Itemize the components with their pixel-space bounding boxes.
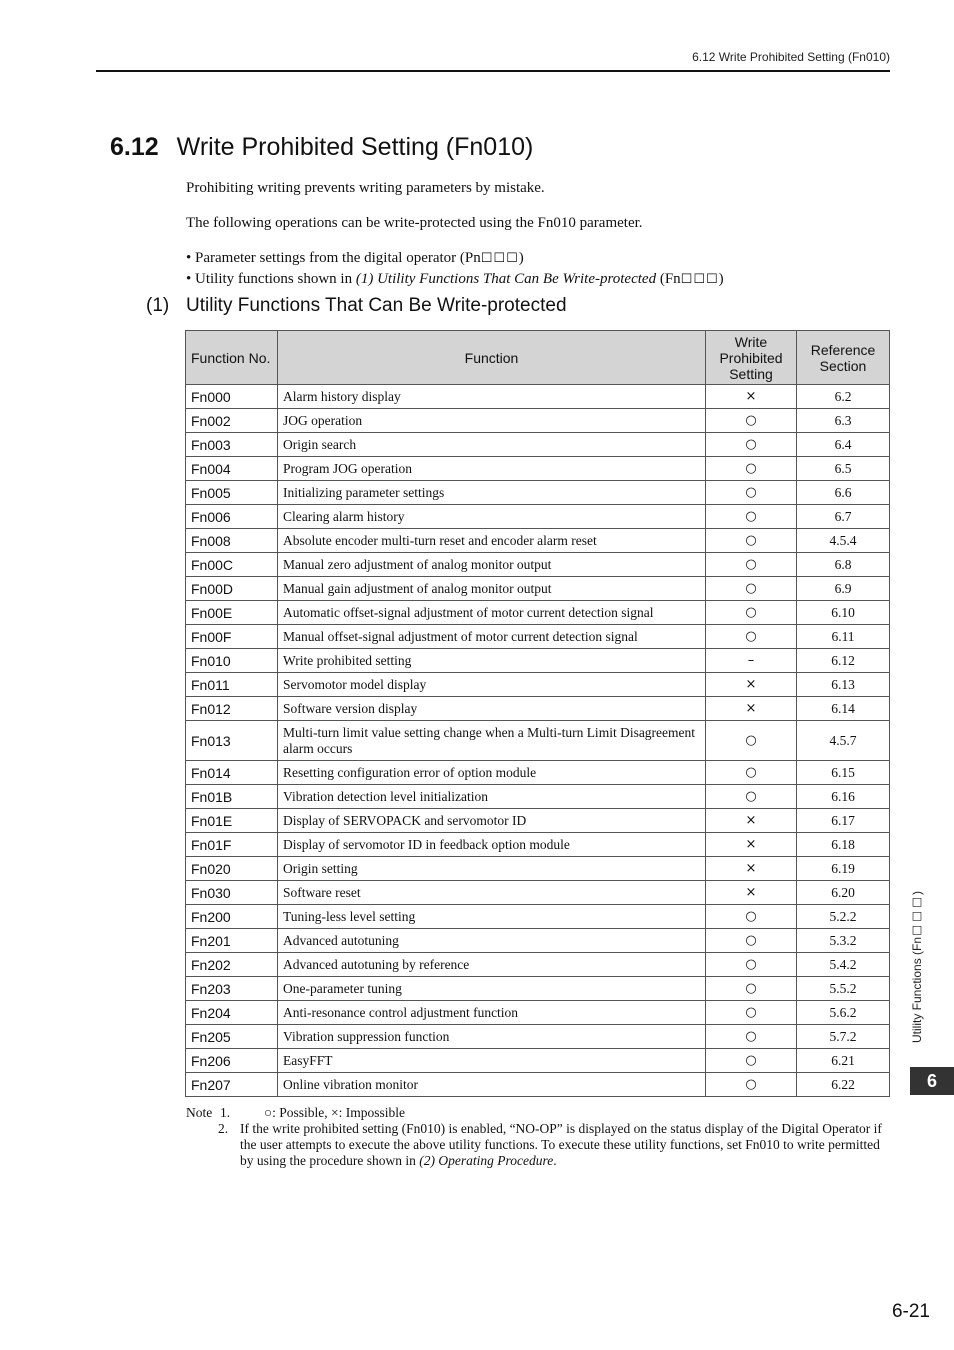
function-cell: Alarm history display	[278, 385, 706, 409]
function-no-cell: Fn014	[186, 761, 278, 785]
function-cell: Anti-resonance control adjustment function	[278, 1001, 706, 1025]
reference-section-cell: 6.9	[797, 577, 890, 601]
function-cell: Initializing parameter settings	[278, 481, 706, 505]
utility-functions-table	[185, 330, 890, 1097]
intro-paragraph-2: The following operations can be write-protected using the Fn010 parameter.	[186, 215, 643, 231]
reference-section-cell: 5.2.2	[797, 905, 890, 929]
function-cell: Program JOG operation	[278, 457, 706, 481]
function-cell: EasyFFT	[278, 1049, 706, 1073]
table-row	[186, 601, 890, 625]
placeholder-boxes: ☐☐☐	[680, 272, 719, 287]
function-no-cell: Fn01E	[186, 809, 278, 833]
write-prohibited-cell: ×	[706, 833, 797, 857]
function-no-cell: Fn010	[186, 649, 278, 673]
running-header: 6.12 Write Prohibited Setting (Fn010)	[692, 50, 890, 64]
note-label: Note	[186, 1105, 213, 1120]
write-prohibited-cell: ×	[706, 881, 797, 905]
reference-section-cell: 6.2	[797, 385, 890, 409]
function-no-cell: Fn013	[186, 721, 278, 761]
reference-section-cell: 6.10	[797, 601, 890, 625]
table-row	[186, 673, 890, 697]
function-no-cell: Fn200	[186, 905, 278, 929]
write-prohibited-cell: ○	[706, 457, 797, 481]
subsection-title: Utility Functions That Can Be Write-protected	[186, 295, 567, 316]
reference-section-cell: 6.11	[797, 625, 890, 649]
reference-section-cell: 6.17	[797, 809, 890, 833]
function-cell: Resetting configuration error of option module	[278, 761, 706, 785]
table-row	[186, 553, 890, 577]
function-no-cell: Fn004	[186, 457, 278, 481]
function-cell: Online vibration monitor	[278, 1073, 706, 1097]
function-cell: Display of SERVOPACK and servomotor ID	[278, 809, 706, 833]
bullet-1-end: )	[518, 250, 524, 266]
reference-section-cell: 6.16	[797, 785, 890, 809]
function-no-cell: Fn000	[186, 385, 278, 409]
write-prohibited-cell: ○	[706, 433, 797, 457]
bullet-1-text: • Parameter settings from the digital operator (Pn	[186, 250, 481, 266]
write-prohibited-cell: ○	[706, 625, 797, 649]
function-no-cell: Fn011	[186, 673, 278, 697]
write-prohibited-cell: ○	[706, 1001, 797, 1025]
note-2-cross-reference: (2) Operating Procedure	[419, 1153, 554, 1168]
function-no-cell: Fn205	[186, 1025, 278, 1049]
note-2-body: If the write prohibited setting (Fn010) is enabled, “NO-OP” is displayed on the status display of the Digital Operator if the user attempts to execute the above utility functions. To execute these utility functions, set Fn010 to write permitted by using the procedure shown in	[240, 1121, 882, 1168]
reference-section-cell: 6.21	[797, 1049, 890, 1073]
function-cell: Manual zero adjustment of analog monitor output	[278, 553, 706, 577]
table-row	[186, 505, 890, 529]
function-cell: Origin setting	[278, 857, 706, 881]
function-cell: Write prohibited setting	[278, 649, 706, 673]
function-no-cell: Fn003	[186, 433, 278, 457]
reference-section-cell: 6.15	[797, 761, 890, 785]
write-prohibited-cell: ○	[706, 1049, 797, 1073]
table-row	[186, 761, 890, 785]
write-prohibited-cell: ○	[706, 929, 797, 953]
function-no-cell: Fn030	[186, 881, 278, 905]
function-cell: Advanced autotuning by reference	[278, 953, 706, 977]
bullet-parameter-settings	[186, 249, 524, 268]
reference-section-cell: 6.20	[797, 881, 890, 905]
function-cell: Vibration detection level initialization	[278, 785, 706, 809]
write-prohibited-cell: ×	[706, 385, 797, 409]
function-cell: Manual gain adjustment of analog monitor output	[278, 577, 706, 601]
bullet-2-end: )	[718, 271, 724, 287]
section-title: Write Prohibited Setting (Fn010)	[176, 133, 534, 161]
write-prohibited-cell: ×	[706, 673, 797, 697]
table-row	[186, 881, 890, 905]
note-2-number: 2.	[218, 1121, 229, 1136]
intro-paragraph-1: Prohibiting writing prevents writing parameters by mistake.	[186, 180, 545, 196]
table-row	[186, 1049, 890, 1073]
write-prohibited-cell: ○	[706, 481, 797, 505]
header-ref-line-2: Section	[819, 357, 867, 374]
reference-section-cell: 6.22	[797, 1073, 890, 1097]
function-cell: Manual offset-signal adjustment of motor current detection signal	[278, 625, 706, 649]
write-prohibited-cell: ○	[706, 953, 797, 977]
write-prohibited-cell: ○	[706, 977, 797, 1001]
table-row	[186, 433, 890, 457]
table-row	[186, 833, 890, 857]
header-function: Function	[278, 331, 706, 385]
table-row	[186, 385, 890, 409]
function-no-cell: Fn202	[186, 953, 278, 977]
function-no-cell: Fn01F	[186, 833, 278, 857]
function-cell: Software version display	[278, 697, 706, 721]
function-cell: Software reset	[278, 881, 706, 905]
subsection-number: (1)	[146, 295, 170, 316]
reference-section-cell: 5.5.2	[797, 977, 890, 1001]
note-1-number: 1.	[220, 1105, 231, 1120]
function-cell: Display of servomotor ID in feedback option module	[278, 833, 706, 857]
function-no-cell: Fn203	[186, 977, 278, 1001]
function-no-cell: Fn207	[186, 1073, 278, 1097]
note-1	[186, 1105, 892, 1121]
function-no-cell: Fn00D	[186, 577, 278, 601]
reference-section-cell: 5.6.2	[797, 1001, 890, 1025]
write-prohibited-cell: ×	[706, 697, 797, 721]
reference-section-cell: 6.8	[797, 553, 890, 577]
function-cell: One-parameter tuning	[278, 977, 706, 1001]
table-row	[186, 857, 890, 881]
write-prohibited-cell: ○	[706, 1025, 797, 1049]
write-prohibited-cell: ×	[706, 809, 797, 833]
write-prohibited-cell: ○	[706, 601, 797, 625]
function-no-cell: Fn00E	[186, 601, 278, 625]
function-no-cell: Fn005	[186, 481, 278, 505]
write-prohibited-cell: ×	[706, 857, 797, 881]
bullet-utility-functions	[186, 270, 724, 289]
table-row	[186, 905, 890, 929]
bullet-2-text: • Utility functions shown in	[186, 271, 356, 287]
write-prohibited-cell: ○	[706, 761, 797, 785]
reference-section-cell: 6.7	[797, 505, 890, 529]
header-reference-section	[797, 331, 890, 385]
function-no-cell: Fn006	[186, 505, 278, 529]
subsection-heading	[146, 295, 567, 317]
table-row	[186, 529, 890, 553]
write-prohibited-cell: ○	[706, 529, 797, 553]
table-row	[186, 1001, 890, 1025]
function-no-cell: Fn008	[186, 529, 278, 553]
chapter-tab: 6	[910, 1067, 954, 1095]
function-cell: Absolute encoder multi-turn reset and encoder alarm reset	[278, 529, 706, 553]
function-no-cell: Fn00F	[186, 625, 278, 649]
table-row	[186, 697, 890, 721]
header-write-line-2: Prohibited	[719, 349, 783, 366]
header-write-line-1: Write	[734, 333, 768, 350]
reference-section-cell: 6.6	[797, 481, 890, 505]
reference-section-cell: 5.4.2	[797, 953, 890, 977]
table-row	[186, 929, 890, 953]
placeholder-boxes: ☐☐☐	[480, 251, 519, 266]
note-2-end: .	[553, 1153, 557, 1168]
header-write-prohibited-setting	[706, 331, 797, 385]
table-row	[186, 1073, 890, 1097]
table-row	[186, 409, 890, 433]
function-cell: Multi-turn limit value setting change when a Multi-turn Limit Disagreement alarm occurs	[278, 721, 706, 761]
table-body	[186, 385, 890, 1097]
reference-section-cell: 6.13	[797, 673, 890, 697]
function-cell: Advanced autotuning	[278, 929, 706, 953]
function-no-cell: Fn01B	[186, 785, 278, 809]
write-prohibited-cell: ○	[706, 721, 797, 761]
function-no-cell: Fn206	[186, 1049, 278, 1073]
notes	[186, 1105, 892, 1169]
reference-section-cell: 6.14	[797, 697, 890, 721]
header-write-line-3: Setting	[729, 365, 773, 382]
table-row	[186, 625, 890, 649]
write-prohibited-cell: ○	[706, 505, 797, 529]
section-heading	[110, 133, 533, 162]
table-row	[186, 457, 890, 481]
write-prohibited-cell: ○	[706, 577, 797, 601]
section-number: 6.12	[110, 133, 159, 161]
note-1-text: ○: Possible, ×: Impossible	[264, 1105, 406, 1120]
reference-section-cell: 4.5.4	[797, 529, 890, 553]
table-row	[186, 809, 890, 833]
reference-section-cell: 6.12	[797, 649, 890, 673]
write-prohibited-cell: ○	[706, 1073, 797, 1097]
write-prohibited-cell: ○	[706, 905, 797, 929]
write-prohibited-cell: ○	[706, 553, 797, 577]
table-header-row	[186, 331, 890, 385]
table-row	[186, 977, 890, 1001]
function-cell: Vibration suppression function	[278, 1025, 706, 1049]
reference-section-cell: 4.5.7	[797, 721, 890, 761]
table-row	[186, 649, 890, 673]
reference-section-cell: 5.3.2	[797, 929, 890, 953]
table-row	[186, 481, 890, 505]
reference-section-cell: 6.3	[797, 409, 890, 433]
function-cell: Automatic offset-signal adjustment of motor current detection signal	[278, 601, 706, 625]
function-cell: Tuning-less level setting	[278, 905, 706, 929]
table-row	[186, 721, 890, 761]
note-2	[186, 1121, 892, 1169]
reference-section-cell: 6.18	[797, 833, 890, 857]
function-no-cell: Fn00C	[186, 553, 278, 577]
function-no-cell: Fn204	[186, 1001, 278, 1025]
write-prohibited-cell: –	[706, 649, 797, 673]
cross-reference: (1) Utility Functions That Can Be Write-protected	[355, 271, 657, 287]
table-row	[186, 577, 890, 601]
write-prohibited-cell: ○	[706, 785, 797, 809]
page-number: 6-21	[891, 1301, 930, 1322]
function-cell: Clearing alarm history	[278, 505, 706, 529]
function-cell: Origin search	[278, 433, 706, 457]
note-2-text	[240, 1121, 892, 1169]
function-cell: Servomotor model display	[278, 673, 706, 697]
table-row	[186, 785, 890, 809]
reference-section-cell: 6.5	[797, 457, 890, 481]
reference-section-cell: 6.4	[797, 433, 890, 457]
function-no-cell: Fn012	[186, 697, 278, 721]
reference-section-cell: 5.7.2	[797, 1025, 890, 1049]
function-cell: JOG operation	[278, 409, 706, 433]
write-prohibited-cell: ○	[706, 409, 797, 433]
reference-section-cell: 6.19	[797, 857, 890, 881]
side-tab-label: Utility Functions (Fn☐☐☐)	[910, 890, 924, 1043]
function-no-cell: Fn201	[186, 929, 278, 953]
header-rule	[96, 70, 890, 72]
header-ref-line-1: Reference	[810, 341, 876, 358]
table-row	[186, 953, 890, 977]
header-function-no: Function No.	[186, 331, 278, 385]
bullet-2-mid: (Fn	[656, 271, 681, 287]
function-no-cell: Fn002	[186, 409, 278, 433]
function-no-cell: Fn020	[186, 857, 278, 881]
table-row	[186, 1025, 890, 1049]
